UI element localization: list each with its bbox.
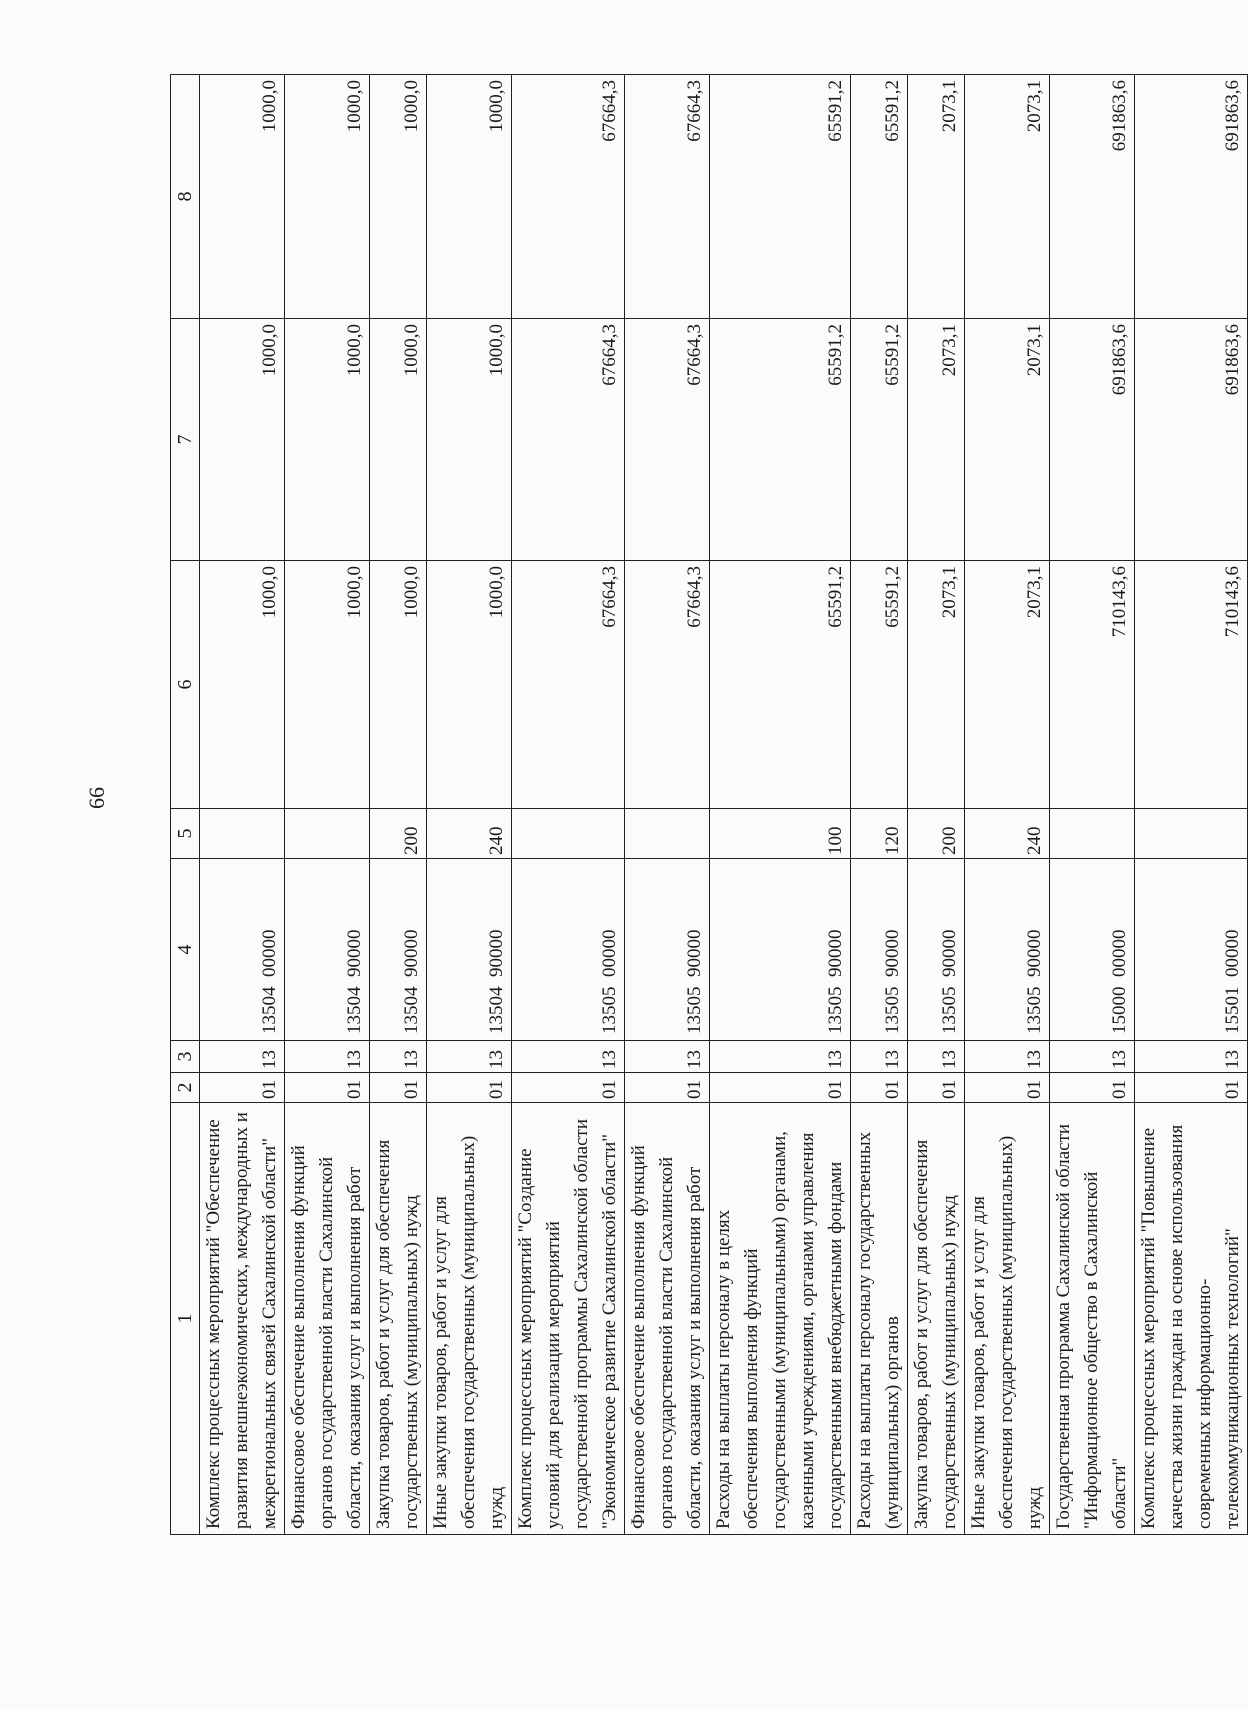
- cell-c3: 13: [851, 1041, 908, 1073]
- cell-c5: 240: [965, 809, 1050, 859]
- cell-name: Финансовое обеспечение выполнения функций органов государственной власти Сахалинской области, оказания услуг и выполнения работ: [285, 1103, 370, 1535]
- header-row: [171, 75, 200, 1535]
- cell-c6: 1000,0: [285, 561, 370, 809]
- cell-name: Закупка товаров, работ и услуг для обеспечения государственных (муниципальных) нужд: [908, 1103, 965, 1535]
- cell-name: Комплекс процессных мероприятий "Создание условий для реализации мероприятий государственной программы Сахалинской области "Экономическое развитие Сахалинской области": [512, 1103, 625, 1535]
- cell-c6: 1000,0: [200, 561, 285, 809]
- cell-c6: 1000,0: [370, 561, 427, 809]
- col-header: 4: [171, 859, 200, 1041]
- cell-c5: 200: [370, 809, 427, 859]
- page-number: 66: [84, 787, 109, 809]
- cell-c5: [512, 809, 625, 859]
- table-row: [710, 75, 851, 1535]
- cell-c4: 13505 90000: [710, 859, 851, 1041]
- cell-c7: 67664,3: [512, 319, 625, 561]
- table-row: [965, 75, 1050, 1535]
- table-row: [851, 75, 908, 1535]
- cell-c2: 01: [427, 1073, 512, 1103]
- cell-c2: 01: [1135, 1073, 1248, 1103]
- cell-c2: 01: [710, 1073, 851, 1103]
- cell-c3: 13: [200, 1041, 285, 1073]
- cell-c4: 13505 90000: [851, 859, 908, 1041]
- cell-c2: 01: [200, 1073, 285, 1103]
- cell-c5: 100: [710, 809, 851, 859]
- cell-c4: 15501 00000: [1135, 859, 1248, 1041]
- cell-name: Иные закупки товаров, работ и услуг для обеспечения государственных (муниципальных) нужд: [965, 1103, 1050, 1535]
- cell-c8: 691863,6: [1050, 75, 1135, 319]
- cell-c6: 2073,1: [965, 561, 1050, 809]
- cell-c2: 01: [625, 1073, 710, 1103]
- table-row: [200, 75, 285, 1535]
- cell-c3: 13: [908, 1041, 965, 1073]
- cell-c8: 2073,1: [908, 75, 965, 319]
- cell-c5: [1050, 809, 1135, 859]
- cell-c7: 67664,3: [625, 319, 710, 561]
- cell-c8: 691863,6: [1135, 75, 1248, 319]
- budget-table: [170, 74, 1248, 1535]
- cell-c6: 2073,1: [908, 561, 965, 809]
- cell-c7: 691863,6: [1135, 319, 1248, 561]
- cell-c4: 15000 00000: [1050, 859, 1135, 1041]
- cell-c5: 240: [427, 809, 512, 859]
- cell-c7: 1000,0: [427, 319, 512, 561]
- cell-c3: 13: [370, 1041, 427, 1073]
- cell-c8: 1000,0: [370, 75, 427, 319]
- cell-c3: 13: [710, 1041, 851, 1073]
- cell-c2: 01: [512, 1073, 625, 1103]
- cell-c3: 13: [512, 1041, 625, 1073]
- cell-c6: 1000,0: [427, 561, 512, 809]
- cell-c8: 2073,1: [965, 75, 1050, 319]
- cell-c2: 01: [908, 1073, 965, 1103]
- cell-c4: 13505 00000: [512, 859, 625, 1041]
- table-row: [908, 75, 965, 1535]
- col-header: 7: [171, 319, 200, 561]
- cell-c4: 13504 90000: [370, 859, 427, 1041]
- cell-c6: 65591,2: [851, 561, 908, 809]
- cell-c7: 1000,0: [370, 319, 427, 561]
- table-row: [512, 75, 625, 1535]
- cell-c2: 01: [285, 1073, 370, 1103]
- table-row: [625, 75, 710, 1535]
- cell-name: Расходы на выплаты персоналу в целях обеспечения выполнения функций государственными (муниципальными) органами, казенными учреждениями, органами управления государственными внебюджетными фондами: [710, 1103, 851, 1535]
- cell-c4: 13504 90000: [285, 859, 370, 1041]
- col-header: 6: [171, 561, 200, 809]
- col-header: 1: [171, 1103, 200, 1535]
- cell-c6: 67664,3: [512, 561, 625, 809]
- cell-c8: 1000,0: [285, 75, 370, 319]
- col-header: 8: [171, 75, 200, 319]
- cell-c8: 67664,3: [625, 75, 710, 319]
- cell-c7: 2073,1: [965, 319, 1050, 561]
- cell-c6: 710143,6: [1135, 561, 1248, 809]
- cell-name: Иные закупки товаров, работ и услуг для обеспечения государственных (муниципальных) нужд: [427, 1103, 512, 1535]
- cell-c5: [625, 809, 710, 859]
- cell-name: Комплекс процессных мероприятий "Повышение качества жизни граждан на основе использования современных информационно-телекоммуникационных технологий": [1135, 1103, 1248, 1535]
- col-header: 5: [171, 809, 200, 859]
- cell-c8: 65591,2: [710, 75, 851, 319]
- cell-c3: 13: [285, 1041, 370, 1073]
- table-row: [427, 75, 512, 1535]
- cell-c5: [200, 809, 285, 859]
- cell-c5: 120: [851, 809, 908, 859]
- cell-name: Закупка товаров, работ и услуг для обеспечения государственных (муниципальных) нужд: [370, 1103, 427, 1535]
- cell-name: Расходы на выплаты персоналу государственных (муниципальных) органов: [851, 1103, 908, 1535]
- cell-name: Комплекс процессных мероприятий "Обеспечение развития внешнеэкономических, международных и межрегиональных связей Сахалинской области": [200, 1103, 285, 1535]
- cell-c7: 1000,0: [285, 319, 370, 561]
- cell-name: Финансовое обеспечение выполнения функций органов государственной власти Сахалинской области, оказания услуг и выполнения работ: [625, 1103, 710, 1535]
- cell-c8: 67664,3: [512, 75, 625, 319]
- table-row: [1135, 75, 1248, 1535]
- table-row: [285, 75, 370, 1535]
- cell-c2: 01: [851, 1073, 908, 1103]
- cell-c2: 01: [965, 1073, 1050, 1103]
- cell-c6: 65591,2: [710, 561, 851, 809]
- cell-c8: 1000,0: [427, 75, 512, 319]
- col-header: 3: [171, 1041, 200, 1073]
- cell-c4: 13505 90000: [625, 859, 710, 1041]
- cell-c2: 01: [1050, 1073, 1135, 1103]
- cell-name: Государственная программа Сахалинской области "Информационное общество в Сахалинской области": [1050, 1103, 1135, 1535]
- cell-c3: 13: [427, 1041, 512, 1073]
- budget-table-rotated: [170, 75, 1243, 1535]
- cell-c3: 13: [1050, 1041, 1135, 1073]
- cell-c2: 01: [370, 1073, 427, 1103]
- cell-c7: 1000,0: [200, 319, 285, 561]
- cell-c4: 13504 90000: [427, 859, 512, 1041]
- col-header: 2: [171, 1073, 200, 1103]
- table-row: [370, 75, 427, 1535]
- cell-c5: [285, 809, 370, 859]
- table-row: [1050, 75, 1135, 1535]
- cell-c8: 65591,2: [851, 75, 908, 319]
- cell-c4: 13505 90000: [908, 859, 965, 1041]
- cell-c8: 1000,0: [200, 75, 285, 319]
- cell-c3: 13: [625, 1041, 710, 1073]
- cell-c5: [1135, 809, 1248, 859]
- cell-c4: 13504 00000: [200, 859, 285, 1041]
- cell-c3: 13: [965, 1041, 1050, 1073]
- cell-c4: 13505 90000: [965, 859, 1050, 1041]
- cell-c6: 710143,6: [1050, 561, 1135, 809]
- cell-c3: 13: [1135, 1041, 1248, 1073]
- cell-c7: 2073,1: [908, 319, 965, 561]
- cell-c7: 691863,6: [1050, 319, 1135, 561]
- cell-c6: 67664,3: [625, 561, 710, 809]
- cell-c5: 200: [908, 809, 965, 859]
- cell-c7: 65591,2: [851, 319, 908, 561]
- cell-c7: 65591,2: [710, 319, 851, 561]
